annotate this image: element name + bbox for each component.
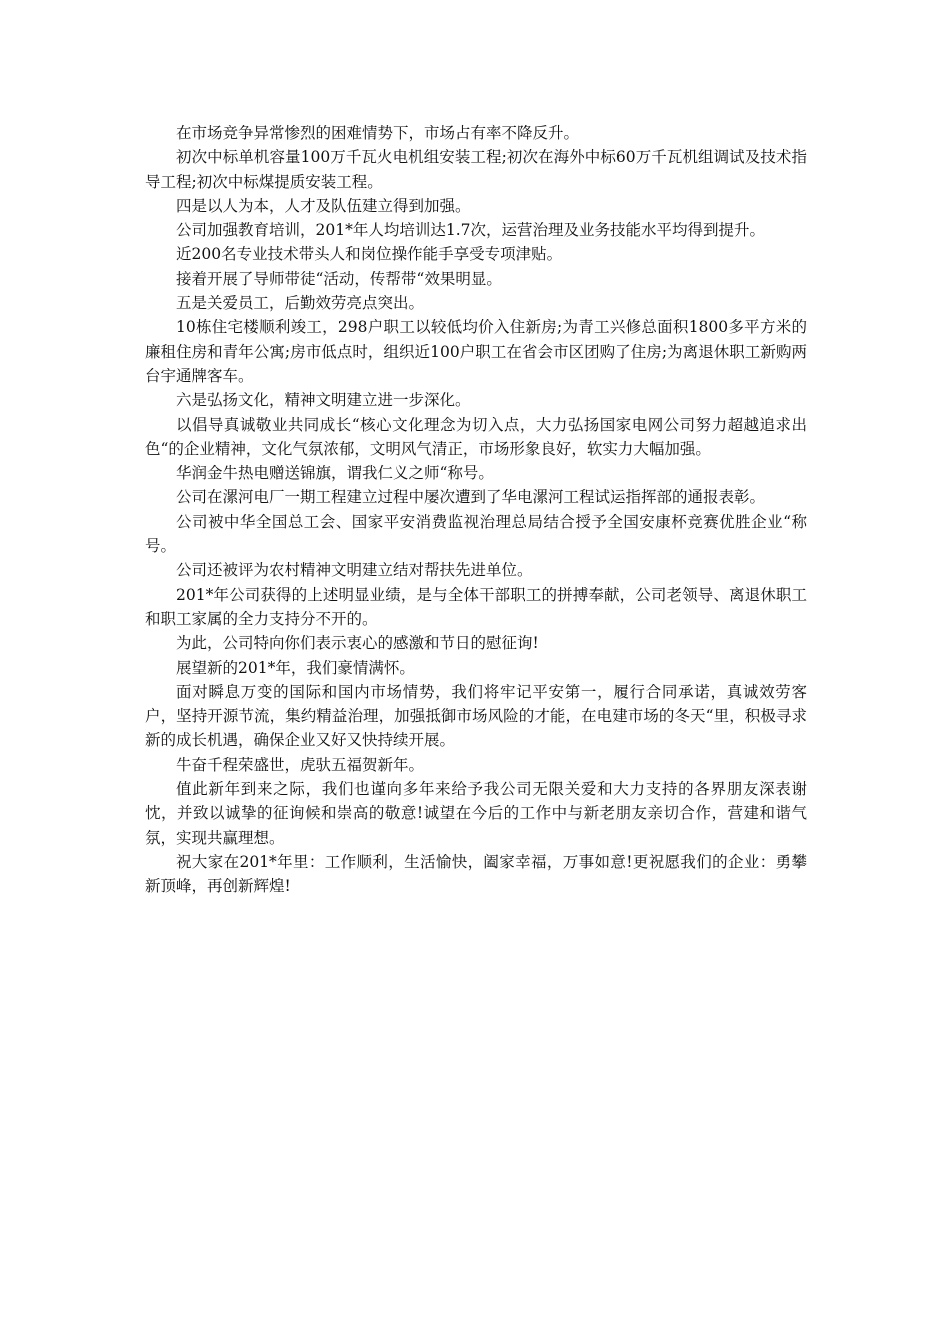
paragraph: 展望新的201*年，我们豪情满怀。 <box>176 658 415 677</box>
paragraph: 四是以人为本，人才及队伍建立得到加强。 <box>176 196 471 215</box>
paragraph: 华润金牛热电赠送锦旗，谓我仁义之师“称号。 <box>176 464 494 483</box>
paragraph: 公司在漯河电厂一期工程建立过程中屡次遭到了华电漯河工程试运指挥部的通报表彰。 <box>176 488 766 507</box>
paragraph: 牛奋千程荣盛世，虎驮五福贺新年。 <box>176 755 425 774</box>
paragraph: 在市场竞争异常惨烈的困难情势下，市场占有率不降反升。 <box>176 124 580 142</box>
paragraph: 初次中标单机容量100万千瓦火电机组安装工程;初次在海外中标60万千瓦机组调试及技术指导工程;初次中标煤提质安装工程。 <box>145 148 807 191</box>
paragraph: 接着开展了导师带徒“活动，传帮带“效果明显。 <box>176 269 502 288</box>
paragraph: 六是弘扬文化，精神文明建立进一步深化。 <box>176 391 471 410</box>
paragraph: 公司还被评为农村精神文明建立结对帮扶先进单位。 <box>176 561 533 580</box>
paragraph: 五是关爱员工，后勤效劳亮点突出。 <box>176 294 425 313</box>
paragraph: 面对瞬息万变的国际和国内市场情势，我们将牢记平安第一，履行合同承诺，真诚效劳客户，坚持开源节流，集约精益治理，加强抵御市场风险的才能，在电建市场的冬天“里，积极寻求新的成长机遇，确保企业又好又快持续开展。 <box>145 682 807 750</box>
paragraph: 10栋住宅楼顺利竣工，298户职工以较低均价入住新房;为青工兴修总面积1800多平方米的廉租住房和青年公寓;房市低点时，组织近100户职工在省会市区团购了住房;为离退休职工新购两台宇通牌客车。 <box>145 318 807 385</box>
paragraph: 公司加强教育培训，201*年人均培训达1.7次，运营治理及业务技能水平均得到提升。 <box>176 221 765 240</box>
paragraph: 201*年公司获得的上述明显业绩，是与全体干部职工的拼搏奉献，公司老领导、离退休职工和职工家属的全力支持分不开的。 <box>145 585 807 628</box>
paragraph: 为此，公司特向你们表示衷心的感激和节日的慰征询! <box>176 634 539 653</box>
document-body <box>145 121 807 899</box>
paragraph: 值此新年到来之际，我们也谨向多年来给予我公司无限关爱和大力支持的各界朋友深表谢忱，并致以诚挚的征询候和崇高的敬意!诚望在今后的工作中与新老朋友亲切合作，营建和谐气氛，实现共赢理想。 <box>145 780 807 847</box>
paragraph: 近200名专业技术带头人和岗位操作能手享受专项津贴。 <box>176 245 563 264</box>
paragraph: 公司被中华全国总工会、国家平安消费监视治理总局结合授予全国安康杯竞赛优胜企业“称号。 <box>145 512 807 556</box>
paragraph: 以倡导真诚敬业共同成长“核心文化理念为切入点，大力弘扬国家电网公司努力超越追求出色“的企业精神，文化气氛浓郁，文明风气清正，市场形象良好，软实力大幅加强。 <box>145 415 807 458</box>
paragraph: 祝大家在201*年里：工作顺利，生活愉快，阖家幸福，万事如意!更祝愿我们的企业：勇攀新顶峰，再创新辉煌! <box>145 852 807 896</box>
